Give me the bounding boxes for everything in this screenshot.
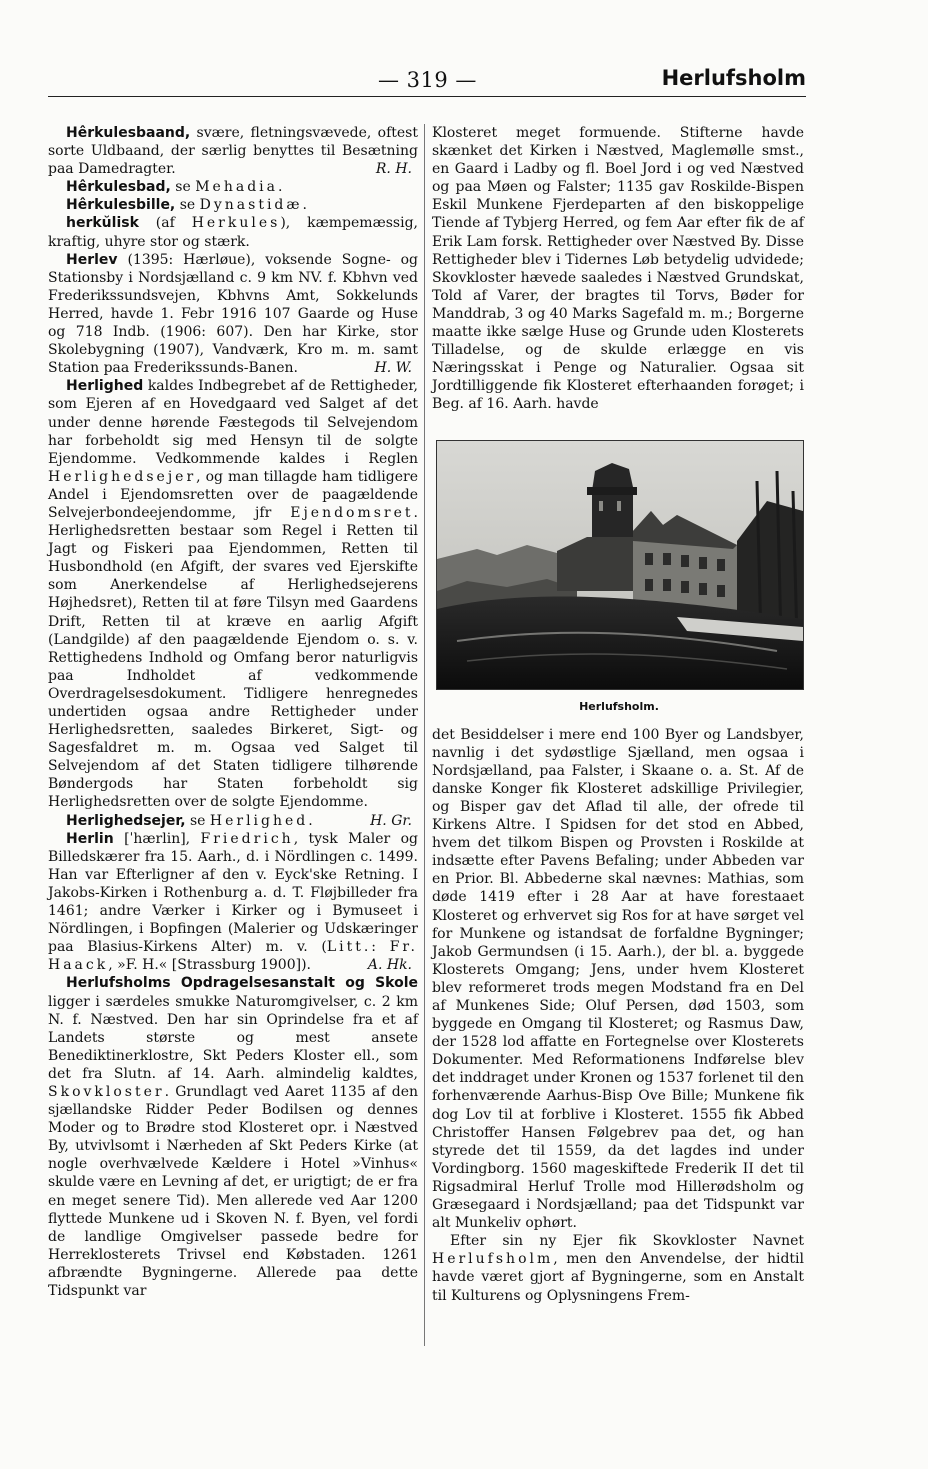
cross-reference: Herlighed: [209, 812, 309, 829]
entry-headword: Hêrkulesbille,: [66, 197, 176, 214]
herlufsholm-photo: [436, 440, 804, 690]
running-headword: Herlufsholm: [661, 66, 806, 90]
entry-text: :: [371, 939, 390, 956]
entry-text: .: [308, 812, 313, 829]
entry-herkulesbille: [48, 196, 418, 214]
entry-text: (1395: Hærløue), voksende Sogne- og Stationsby i Nordsjælland c. 9 km NV. f. Kbhvn ved Frederikssundsvejen, Kbhvns Amt, Sokkelunds Herred, havde 1. Febr 1916 107 Gaarde og Huse og 718 Indb. (1906: 607). Den har Kirke, stor Skolebygning (1907), Vandværk, Kro m. m. samt Station paa Frederikssunds-Banen.: [48, 251, 418, 377]
entry-herkulesbad: [48, 178, 418, 196]
entry-text: . Herlighedsretten bestaar som Regel i Retten til Jagt og Fiskeri paa Ejendommen, Retten til Husbondhold (en Afgift, der svares ved Ejerskifte som Anerkendelse af Herlighedsejerens Højhedsret), Retten til at føre Tilsyn med Gaardens Drift, Retten til at kræve en aarlig Afgift (Landgilde) af den paagældende Ejendom o. s. v. Rettighedens Indhold og Omfang beror naturligvis paa Indholdet af vedkommende Overdragelsesdokument. Tidligere henregnedes undertiden ogsaa andre Rettigheder under Herlighedsretten, saaledes Birkeret, Sigt- og Sagesfaldret m. m. Ogsaa ved Salget til Selvejendom af det Staten tidligere tilhørende Bøndergods har Staten forbeholdt sig Herlighedsretten over de solgte Ejendomme.: [48, 504, 418, 811]
entry-herlufsholms: [48, 974, 418, 1300]
cross-reference: Mehadia: [195, 179, 278, 196]
spaced-name: Friedrich: [200, 830, 294, 847]
entry-text: se: [175, 197, 200, 214]
page-number: — 319 —: [378, 68, 477, 92]
author-signature: R. H.: [375, 161, 412, 178]
entry-text: .: [278, 179, 283, 196]
entry-herlin: [48, 830, 418, 975]
entry-text: svære, fletningsvævede, oftest sorte Uldbaand, der særlig benyttes til Besætning paa Damedragter.: [48, 125, 418, 178]
column-rule: [424, 124, 425, 1346]
spaced-term: Herlighedsejer: [48, 468, 197, 485]
paragraph-continued: det Besiddelser i mere end 100 Byer og Landsbyer, navnlig i det sydøstlige Sjælland, men ogsaa i Nordsjælland, paa Falster, i Skaane o. a. St. Af de danske Konger fik Klosteret adskillige Privilegier, og Bisper gav det Aflad til alle, der ofrede til Kirkens Altre. I Spidsen for det stod en Abbed, hvem det tilkom Bispen og Provsten i Roskilde at indsætte efter Pavens Befaling; under Abbeden var en Prior. Bl. Abbederne skal nævnes: Mathias, som døde 1419 efter i 28 Aar at have forestaaet Klosteret og erhvervet sig Ros for at have sørget vel for Munkene og istandsat de forfaldne Bygninger; Jakob Germundsen (i 15. Aarh.), der bl. a. byggede Klosterets Omgang; Jens, under hvem Klosteret blev reformeret trods megen Modstand fra en Del af Munkenes Side; Oluf Persen, død 1503, som byggede en Omgang til Klosteret; og Rasmus Daw, der 1528 lod affatte en Fortegnelse over Klosterets Dokumenter. Med Reformationens Indførelse blev det inddraget under Kronen og 1537 forlenet til den forhenværende Aarhus-Bisp Ove Bille; Munkene fik dog Lov til at forblive i Klosteret. 1555 fik Abbed Christoffer Hansen Følgebrev paa det, og han styrede det til 1559, da det lagdes ind under Vordingborg. 1560 mageskiftede Frederik II det til Rigsadmiral Herluf Trolle mod Hillerødsholm og Græsegaard i Nordsjælland; paa det Tidspunkt var alt Munkeliv ophørt.: [432, 726, 804, 1232]
entry-herlev: [48, 251, 418, 378]
entry-headword: Herlin: [66, 830, 114, 847]
entry-text: , »F. H.« [Strassburg 1900]).: [108, 957, 311, 974]
cross-reference: Herkules: [191, 215, 281, 232]
right-column: [432, 124, 804, 1305]
author-signature: H. W.: [374, 360, 412, 377]
entry-headword: Herlufsholms Opdragelsesanstalt og Skole: [66, 975, 418, 992]
illustration: [436, 440, 802, 716]
photo-caption: Herlufsholm.: [579, 699, 659, 713]
entry-text: , og man tillagde ham tidligere Andel i Ejendomsretten over de paagældende Selvejerbondeejendomme, jfr: [48, 468, 418, 521]
author-signature: A. Hk.: [367, 957, 412, 974]
author-signature: H. Gr.: [370, 812, 412, 829]
paragraph-text: , men den Anvendelse, der hidtil havde været gjort af Bygningerne, som en Anstalt til Kulturens og Oplysningens Frem-: [432, 1251, 804, 1304]
spaced-name: Herlufsholm: [432, 1251, 554, 1268]
entry-herkulisk: [48, 214, 418, 250]
entry-headword: herkŭlisk: [66, 215, 139, 232]
spaced-term: Litt.: [326, 939, 372, 956]
running-head: [48, 66, 806, 97]
entry-headword: Hêrkulesbaand,: [66, 125, 191, 141]
entry-headword: Herlev: [66, 251, 118, 268]
entry-text: ligger i særdeles smukke Naturomgivelser, c. 2 km N. f. Næstved. Den har sin Oprindelse fra et af Landets største og mest ansete Benediktinerklostre, Skt Peders Kloster ell., som det fra Slutn. af 14. Aarh. almindelig kaldtes,: [48, 993, 418, 1082]
cross-reference: Dynastidæ: [199, 197, 303, 214]
spaced-term: Skovkloster: [48, 1083, 165, 1100]
left-column: [48, 124, 418, 1300]
entry-text: (af: [138, 215, 192, 232]
entry-headword: Hêrkulesbad,: [66, 179, 171, 196]
paragraph-continued: Klosteret meget formuende. Stifterne havde skænket det Kirken i Næstved, Maglemølle smst., en Gaard i Ladby og fl. Boel Jord i og ved Næstved og paa Møen og Falster; 1135 gav Roskilde-Bispen Eskil Munkene Fjerdeparten af den biskoppelige Tiende af Tybjerg Herred, og fem Aar efter fik de af Erik Lam forsk. Rettigheder over Næstved By. Disse Rettigheder blev i Tidernes Løb betydelig udvidede; Skovkloster hævede saaledes i Næstved Grundskat, Told af Varer, der bragtes til Torvs, Bøder for Manddrab, 3 og 40 Marks Sagefald m. m.; Borgerne maatte ikke sælge Huse og Grunde uden Klosterets Tilladelse, og de skulde erlægge en vis Næringsskat i Penge og Naturalier. Ogsaa sit Jordtilliggende fik Klosteret efterhaanden forøget; i Beg. af 16. Aarh. havde: [432, 125, 804, 413]
entry-headword: Herlighedsejer,: [66, 812, 186, 829]
paragraph: [432, 1232, 804, 1304]
entry-headword: Herlighed: [66, 378, 144, 395]
entry-text: .: [302, 197, 307, 214]
entry-text: se: [185, 812, 210, 829]
spaced-name: Fr. Haack: [48, 939, 419, 974]
paragraph-text: Efter sin ny Ejer fik Skovkloster Navnet: [450, 1233, 804, 1250]
entry-herkulesbaand: [48, 124, 418, 178]
entry-text: ), kæmpemæssig, kraftig, uhyre stor og stærk.: [48, 215, 418, 250]
entry-text: [ˈhærlin],: [113, 830, 201, 847]
entry-text: se: [170, 179, 196, 196]
entry-herlighed: [48, 377, 418, 829]
entry-text: kaldes Indbegrebet af de Rettigheder, som Ejeren af en Hovedgaard ved Salget af det under denne hørende Fæstegods til Selvejendom har forbeholdt sig med Hensyn til de solgte Ejendomme. Vedkommende kaldes i Reglen: [48, 378, 418, 467]
entry-text: . Grundlagt ved Aaret 1135 af den sjællandske Ridder Peder Bodilsen og dennes Moder og to Brødre stod Klosteret opr. i Næstved By, utvivlsomt i Nærheden af Skt Peders Kirke (at nogle overhvælvede Kældere i Hotel »Vinhus« skulde være en Levning af det, er urigtigt; de er fra en meget senere Tid). Men allerede ved Aar 1200 flyttede Munkene ud i Skoven N. f. Byen, vel fordi de landlige Omgivelser passede bedre for Herreklosterets Trivsel end Købstaden. 1261 afbrændte Bygningerne. Allerede paa dette Tidspunkt var: [48, 1083, 418, 1299]
entry-text: , tysk Maler og Billedskærer fra 15. Aarh., d. i Nördlingen c. 1499. Han var Efterligner af den v. Eyck'ske Retning. I Jakobs-Kirken i Rothenburg a. d. T. Fløjbilleder fra 1461; andre Værker i Kirker og i Bymuseet i Nördlingen, i Bopfingen (Malerier og Udskæringer paa Blasius-Kirkens Alter) m. v. (: [48, 830, 419, 956]
cross-reference: Ejendomsret: [290, 504, 414, 521]
